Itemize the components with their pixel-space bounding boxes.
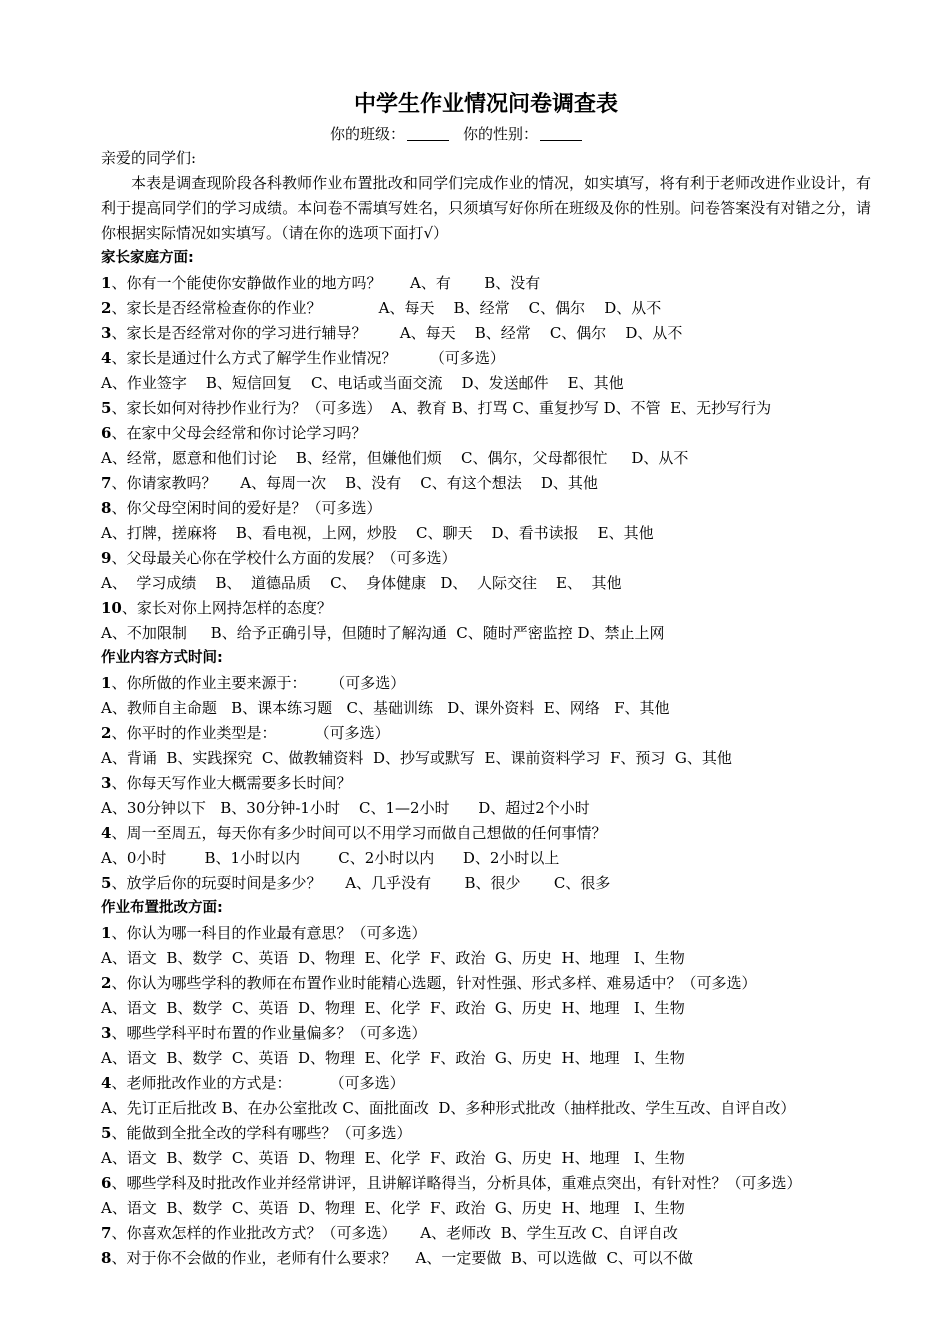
question-text: 、放学后你的玩耍时间是多少？ A、几乎没有 B、很少 C、很多 — [111, 874, 611, 892]
option-text: A、教师自主命题 B、课本练习题 C、基础训练 D、课外资料 E、网络 F、其他 — [101, 699, 670, 717]
question-sections — [101, 246, 871, 1271]
question-line — [101, 546, 871, 571]
question-text: 、周一至周五，每天你有多少时间可以不用学习而做自己想做的任何事情？ — [111, 824, 607, 842]
question-line — [101, 1171, 871, 1196]
question-number: 10 — [101, 599, 122, 617]
question-number: 1 — [101, 274, 112, 292]
option-text: A、语文 B、数学 C、英语 D、物理 E、化学 F、政治 G、历史 H、地理 I、生物 — [101, 1149, 685, 1167]
question-number: 6 — [101, 1174, 112, 1192]
question-text: 、家长如何对待抄作业行为？（可多选） A、教育 B、打骂 C、重复抄写 D、不管 E、无抄写行为 — [111, 399, 772, 417]
section-title: 家长家庭方面: — [101, 250, 194, 266]
options-line[interactable] — [101, 1196, 871, 1221]
options-line[interactable] — [101, 1146, 871, 1171]
question-line — [101, 396, 871, 421]
option-text: A、先订正后批改 B、在办公室批改 C、面批面改 D、多种形式批改（抽样批改、学生互改、自评自改） — [101, 1099, 796, 1117]
question-number: 8 — [101, 1249, 112, 1267]
question-line — [101, 471, 871, 496]
option-text: A、语文 B、数学 C、英语 D、物理 E、化学 F、政治 G、历史 H、地理 I、生物 — [101, 999, 685, 1017]
question-text: 、你所做的作业主要来源于： （可多选） — [111, 674, 406, 692]
question-text: 、你认为哪些学科的教师在布置作业时能精心选题，针对性强、形式多样、难易适中？（可多选） — [111, 974, 757, 992]
question-number: 3 — [101, 1024, 112, 1042]
greeting: 亲爱的同学们: — [101, 149, 197, 167]
questionnaire-page — [101, 88, 871, 1271]
question-number: 5 — [101, 399, 112, 417]
question-text: 、能做到全批全改的学科有哪些？（可多选） — [111, 1124, 412, 1142]
options-line[interactable] — [101, 1096, 871, 1121]
option-text: A、30分钟以下 B、30分钟-1小时 C、1—2小时 D、超过2个小时 — [101, 799, 590, 817]
question-line — [101, 496, 871, 521]
question-number: 2 — [101, 974, 112, 992]
question-line — [101, 1021, 871, 1046]
options-line[interactable] — [101, 521, 871, 546]
class-blank[interactable] — [407, 126, 449, 141]
question-line — [101, 871, 871, 896]
question-number: 6 — [101, 424, 112, 442]
options-line[interactable] — [101, 1046, 871, 1071]
question-number: 1 — [101, 674, 112, 692]
question-text: 、你喜欢怎样的作业批改方式？（可多选） A、老师改 B、学生互改 C、自评自改 — [111, 1224, 678, 1242]
question-text: 、哪些学科平时布置的作业量偏多？（可多选） — [111, 1024, 427, 1042]
options-line[interactable] — [101, 946, 871, 971]
question-number: 5 — [101, 1124, 112, 1142]
gender-label: 你的性别： — [463, 125, 539, 143]
question-line — [101, 1246, 871, 1271]
option-text: A、打牌，搓麻将 B、看电视，上网，炒股 C、聊天 D、看书读报 E、其他 — [101, 524, 654, 542]
question-number: 4 — [101, 824, 112, 842]
question-number: 2 — [101, 299, 112, 317]
option-text: A、语文 B、数学 C、英语 D、物理 E、化学 F、政治 G、历史 H、地理 I、生物 — [101, 1049, 685, 1067]
question-line — [101, 1221, 871, 1246]
option-text: A、语文 B、数学 C、英语 D、物理 E、化学 F、政治 G、历史 H、地理 I、生物 — [101, 1199, 685, 1217]
question-line — [101, 671, 871, 696]
question-text: 、家长对你上网持怎样的态度？ — [121, 599, 332, 617]
intro-paragraph: 本表是调查现阶段各科教师作业布置批改和同学们完成作业的情况，如实填写，将有利于老师改进作业设计，有利于提高同学们的学习成绩。本问卷不需填写姓名，只须填写好你所在班级及你的性别。问卷答案没有对错之分，请你根据实际情况如实填写。（请在你的选项下面打√） — [101, 174, 871, 242]
section-title: 作业布置批改方面: — [101, 900, 223, 916]
question-line — [101, 421, 871, 446]
option-text: A、背诵 B、实践探究 C、做教辅资料 D、抄写或默写 E、课前资料学习 F、预习 G、其他 — [101, 749, 732, 767]
options-line[interactable] — [101, 846, 871, 871]
question-line — [101, 721, 871, 746]
question-number: 5 — [101, 874, 112, 892]
options-line[interactable] — [101, 746, 871, 771]
question-line — [101, 771, 871, 796]
question-line — [101, 346, 871, 371]
option-text: A、0小时 B、1小时以内 C、2小时以内 D、2小时以上 — [101, 849, 560, 867]
section-title: 作业内容方式时间: — [101, 650, 223, 666]
question-line — [101, 596, 871, 621]
question-line — [101, 971, 871, 996]
question-number: 9 — [101, 549, 112, 567]
question-line — [101, 296, 871, 321]
options-line[interactable] — [101, 446, 871, 471]
question-text: 、对于你不会做的作业，老师有什么要求？ A、一定要做 B、可以选做 C、可以不做 — [111, 1249, 693, 1267]
question-line — [101, 321, 871, 346]
options-line[interactable] — [101, 621, 871, 646]
option-text: A、不加限制 B、给予正确引导，但随时了解沟通 C、随时严密监控 D、禁止上网 — [101, 624, 665, 642]
option-text: A、语文 B、数学 C、英语 D、物理 E、化学 F、政治 G、历史 H、地理 I、生物 — [101, 949, 685, 967]
question-text: 、父母最关心你在学校什么方面的发展？（可多选） — [111, 549, 457, 567]
options-line[interactable] — [101, 571, 871, 596]
gender-blank[interactable] — [540, 126, 582, 141]
options-line[interactable] — [101, 796, 871, 821]
options-line[interactable] — [101, 996, 871, 1021]
question-line — [101, 921, 871, 946]
question-text: 、家长是通过什么方式了解学生作业情况？ （可多选） — [111, 349, 505, 367]
question-text: 、家长是否经常检查你的作业？ A、每天 B、经常 C、偶尔 D、从不 — [111, 299, 662, 317]
question-number: 8 — [101, 499, 112, 517]
question-number: 4 — [101, 1074, 112, 1092]
question-text: 、老师批改作业的方式是： （可多选） — [111, 1074, 405, 1092]
question-number: 7 — [101, 474, 112, 492]
question-line — [101, 1121, 871, 1146]
question-text: 、哪些学科及时批改作业并经常讲评，且讲解详略得当，分析具体，重难点突出，有针对性？（可多选） — [111, 1174, 802, 1192]
question-text: 、家长是否经常对你的学习进行辅导？ A、每天 B、经常 C、偶尔 D、从不 — [111, 324, 683, 342]
document-title: 中学生作业情况问卷调查表 — [353, 92, 618, 117]
class-label: 你的班级： — [329, 125, 405, 143]
option-text: A、作业签字 B、短信回复 C、电话或当面交流 D、发送邮件 E、其他 — [101, 374, 624, 392]
question-number: 3 — [101, 324, 112, 342]
question-text: 、在家中父母会经常和你讨论学习吗？ — [111, 424, 367, 442]
question-text: 、你每天写作业大概需要多长时间？ — [111, 774, 352, 792]
question-number: 4 — [101, 349, 112, 367]
options-line[interactable] — [101, 696, 871, 721]
question-text: 、你父母空闲时间的爱好是？（可多选） — [111, 499, 382, 517]
question-number: 2 — [101, 724, 112, 742]
question-number: 1 — [101, 924, 112, 942]
question-number: 3 — [101, 774, 112, 792]
question-text: 、你请家教吗？ A、每周一次 B、没有 C、有这个想法 D、其他 — [111, 474, 598, 492]
options-line[interactable] — [101, 371, 871, 396]
student-info-row — [101, 122, 871, 146]
option-text: A、经常，愿意和他们讨论 B、经常，但嫌他们烦 C、偶尔，父母都很忙 D、从不 — [101, 449, 689, 467]
question-text: 、你认为哪一科目的作业最有意思？（可多选） — [111, 924, 427, 942]
question-number: 7 — [101, 1224, 112, 1242]
question-line — [101, 271, 871, 296]
question-line — [101, 1071, 871, 1096]
option-text: A、 学习成绩 B、 道德品质 C、 身体健康 D、 人际交往 E、 其他 — [101, 574, 622, 592]
question-text: 、你有一个能使你安静做作业的地方吗？ A、有 B、没有 — [111, 274, 541, 292]
question-line — [101, 821, 871, 846]
question-text: 、你平时的作业类型是： （可多选） — [111, 724, 390, 742]
